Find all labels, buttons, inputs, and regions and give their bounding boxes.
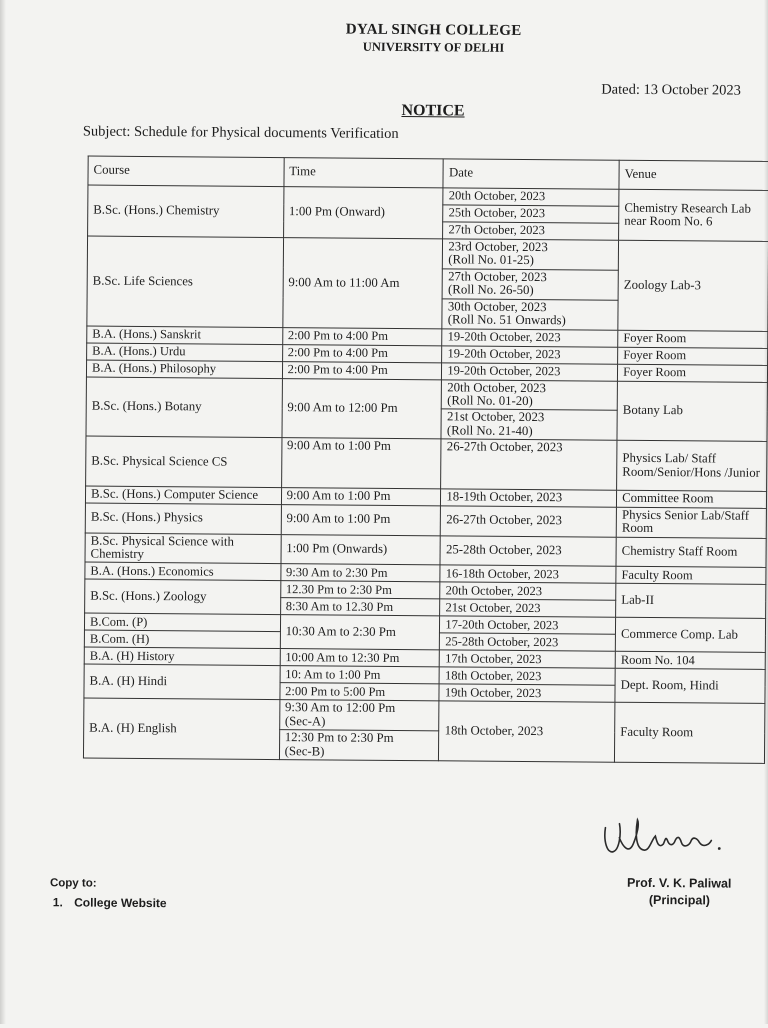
- date-cell: 17-20th October, 2023: [440, 616, 616, 634]
- time-cell: 8:30 Am to 12.30 Pm: [280, 598, 440, 616]
- course-cell: B.A. (Hons.) Economics: [85, 563, 281, 582]
- venue-cell: Commerce Comp. Lab: [615, 618, 765, 653]
- date-cell: [441, 409, 617, 440]
- course-cell: B.A. (Hons.) Sanskrit: [87, 326, 283, 345]
- venue-cell: Botany Lab: [617, 381, 767, 442]
- course-cell: B.Sc. (Hons.) Chemistry: [88, 185, 284, 238]
- venue-cell: Dept. Room, Hindi: [615, 669, 765, 704]
- table-row: [86, 436, 767, 491]
- college-name: DYAL SINGH COLLEGE: [345, 21, 522, 39]
- table-row: [84, 699, 765, 734]
- notice-title: NOTICE: [401, 102, 465, 120]
- date-cell: 21st October, 2023: [440, 599, 616, 617]
- time-cell: 9:00 Am to 1:00 Pm: [281, 488, 441, 506]
- copy-item-number: 1.: [52, 895, 63, 910]
- time-cell: 9:30 Am to 2:30 Pm: [281, 564, 441, 582]
- time-cell: 9:00 Am to 12:00 Pm: [282, 378, 442, 439]
- date-cell: 19-20th October, 2023: [442, 328, 618, 346]
- time-cell: 10:30 Am to 2:30 Pm: [280, 615, 440, 650]
- signer-name: Prof. V. K. Paliwal: [626, 875, 732, 891]
- date-cell: 19-20th October, 2023: [442, 345, 618, 363]
- date-text: 20th October, 2023: [448, 188, 546, 204]
- date-cell: [443, 188, 619, 206]
- date-cell: [442, 379, 618, 410]
- venue-cell: Faculty Room: [616, 567, 766, 585]
- time-cell: 9:00 Am to 1:00 Pm: [281, 438, 441, 489]
- time-cell: 2:00 Pm to 4:00 Pm: [282, 361, 442, 379]
- date-cell: [442, 269, 618, 300]
- date-cell: 18th October, 2023: [439, 701, 615, 762]
- roll-range: (Roll No. 51 Onwards): [447, 312, 566, 328]
- signer-title: (Principal): [648, 892, 711, 908]
- copy-item-text: College Website: [74, 895, 167, 911]
- table-row: [87, 236, 768, 271]
- date-text: 27th October, 2023: [448, 269, 547, 284]
- date-cell: 18-19th October, 2023: [441, 489, 617, 507]
- course-cell: B.A. (H) History: [84, 648, 280, 667]
- date-cell: 27th October, 2023: [443, 222, 619, 240]
- course-cell: B.A. (Hons.) Philosophy: [86, 360, 282, 379]
- venue-cell: Foyer Room: [618, 347, 768, 365]
- roll-range: (Roll No. 01-25): [448, 252, 535, 268]
- schedule-table: [83, 156, 768, 765]
- date-cell: 19th October, 2023: [439, 684, 615, 702]
- venue-cell: Lab-II: [616, 584, 766, 619]
- date-cell: 25th October, 2023: [443, 205, 619, 223]
- course-cell: B.Sc. (Hons.) Botany: [86, 377, 282, 438]
- venue-cell: Room No. 104: [615, 652, 765, 670]
- header-venue: Venue: [619, 160, 768, 190]
- time-text: 9:30 Am to 12:00 Pm: [284, 700, 396, 716]
- course-cell: B.Sc. Life Sciences: [87, 236, 283, 327]
- course-cell: B.Sc. (Hons.) Physics: [85, 503, 281, 535]
- date-cell: 17th October, 2023: [440, 650, 616, 668]
- header-course: Course: [88, 156, 284, 187]
- date-text: 23rd October, 2023: [448, 239, 548, 255]
- copy-to-label: Copy to:: [49, 877, 97, 890]
- time-cell: 1:00 Pm (Onwards): [281, 534, 441, 565]
- time-cell: 10: Am to 1:00 Pm: [280, 666, 440, 684]
- venue-cell: Physics Lab/ Staff Room/Senior/Hons /Junior: [617, 440, 767, 491]
- date-text: 20th October, 2023: [447, 379, 547, 395]
- venue-cell: Foyer Room: [618, 330, 768, 348]
- date-cell: 18th October, 2023: [439, 667, 615, 685]
- date-cell: 19-20th October, 2023: [442, 362, 618, 380]
- course-cell: B.A. (H) Hindi: [84, 665, 280, 701]
- section-label: (Sec-A): [284, 714, 326, 729]
- date-cell: [442, 299, 618, 330]
- date-cell: [443, 239, 619, 270]
- section-label: (Sec-B): [284, 743, 325, 759]
- venue-cell: Zoology Lab-3: [618, 240, 768, 331]
- time-cell: 2:00 Pm to 4:00 Pm: [282, 327, 442, 345]
- roll-range: (Roll No. 26-50): [448, 282, 534, 298]
- copy-list-item: [53, 895, 167, 910]
- course-cell: B.A. (H) English: [83, 699, 279, 760]
- date-cell: 16-18th October, 2023: [440, 565, 616, 583]
- time-cell: 12.30 Pm to 2:30 Pm: [280, 581, 440, 599]
- date-cell: 26-27th October, 2023: [441, 439, 617, 490]
- course-cell: B.Sc. (Hons.) Zoology: [85, 580, 281, 616]
- time-cell: 10:00 Am to 12:30 Pm: [280, 649, 440, 667]
- course-cell: B.Sc. (Hons.) Computer Science: [85, 486, 281, 504]
- course-cell: B.Com. (H): [84, 631, 280, 650]
- venue-cell: Chemistry Staff Room: [616, 537, 766, 568]
- course-cell: B.Sc. Physical Science with Chemistry: [85, 533, 281, 564]
- time-cell: 1:00 Pm (Onward): [283, 187, 443, 239]
- venue-cell: Foyer Room: [618, 364, 768, 382]
- header-time: Time: [284, 158, 444, 188]
- time-cell: [279, 730, 439, 761]
- table-row: [86, 377, 767, 412]
- roll-range: (Roll No. 21-40): [446, 423, 533, 438]
- course-cell: B.Com. (P): [84, 614, 280, 633]
- time-cell: [279, 700, 439, 731]
- course-cell: B.A. (Hons.) Urdu: [87, 343, 283, 362]
- time-text: 12:30 Pm to 2:30 Pm: [284, 730, 394, 746]
- course-cell: B.Sc. Physical Science CS: [86, 436, 282, 488]
- roll-range: (Roll No. 01-20): [447, 393, 533, 408]
- time-cell: 9:00 Am to 11:00 Am: [283, 238, 443, 329]
- venue-cell: Committee Room: [617, 490, 767, 508]
- date-cell: 25-28th October, 2023: [440, 633, 616, 651]
- time-cell: 2:00 Pm to 4:00 Pm: [282, 344, 442, 362]
- time-cell: 2:00 Pm to 5:00 Pm: [280, 683, 440, 701]
- notice-date: Dated: 13 October 2023: [601, 81, 742, 99]
- header-date: Date: [443, 159, 619, 189]
- time-cell: 9:00 Am to 1:00 Pm: [281, 504, 441, 535]
- venue-cell: Chemistry Research Lab near Room No. 6: [619, 189, 768, 241]
- date-cell: 25-28th October, 2023: [440, 535, 616, 566]
- venue-cell: Faculty Room: [615, 703, 765, 764]
- date-cell: 20th October, 2023: [440, 582, 616, 600]
- principal-signature: [599, 814, 739, 865]
- venue-cell: Physics Senior Lab/Staff Room: [616, 507, 766, 538]
- notice-subject: Subject: Schedule for Physical documents Verification: [82, 123, 399, 142]
- date-text: 21st October, 2023: [447, 409, 545, 425]
- date-text: 30th October, 2023: [447, 299, 547, 314]
- university-name: UNIVERSITY OF DELHI: [362, 39, 505, 55]
- date-cell: 26-27th October, 2023: [441, 505, 617, 536]
